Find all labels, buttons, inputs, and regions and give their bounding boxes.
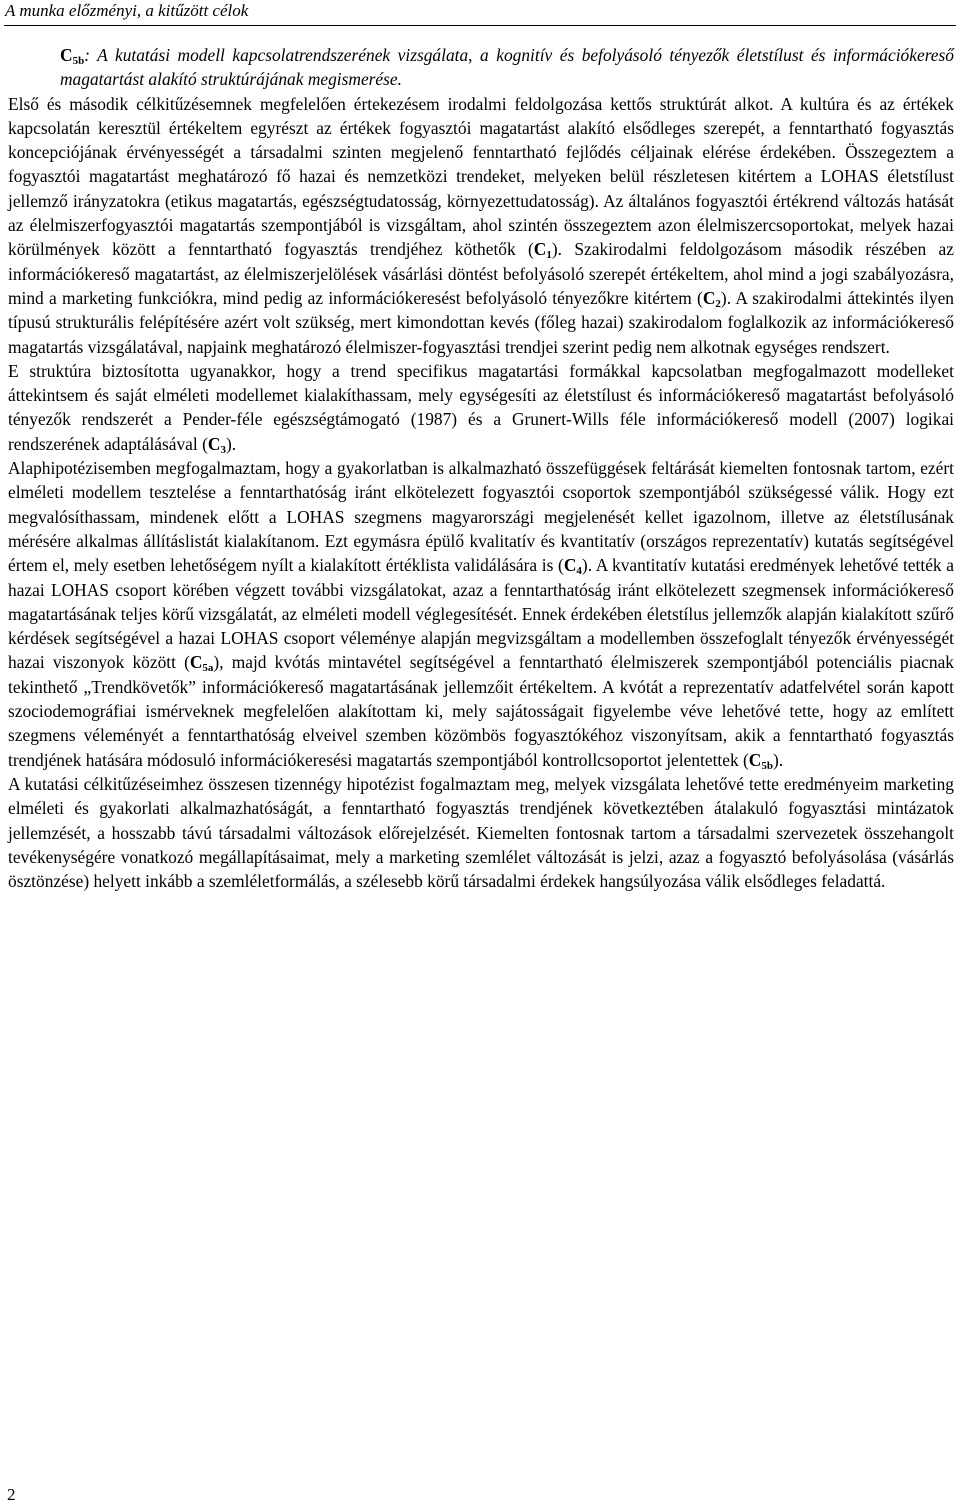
- page-number: 2: [7, 1485, 16, 1504]
- paragraph-4: A kutatási célkitűzéseimhez összesen tizennégy hipotézist fogalmaztam meg, melyek vizsgálata lehetővé tette eredményeim marketing elméleti és gyakorlati alkalmazhatóságát, a fenntartható fogyasztás trendjének következtében átalakuló fogyasztási mintázatok jellemzését, a hosszabb távú társadalmi változások előrejelzését. Kiemelten fontosnak tartom a társadalmi szervezetek összehangolt tevékenységére vonatkozó megállapításaimat, mely a marketing szemlélet változását is jelzi, azaz a fogyasztó befolyásolása (vásárlás ösztönzése) helyett inkább a szemléletformálás, a szélesebb körű társadalmi érdekek hangsúlyozása válik elsődleges feladattá.: [8, 773, 954, 892]
- objective-c5b: [8, 43, 954, 92]
- ref-c3: $C_3$: [207, 433, 226, 456]
- paragraph-2: E struktúra biztosította ugyanakkor, hogy a trend specifikus magatartási formákkal kapcsolatban megfogalmazott modelleket áttekintsem és saját elméleti modellemet kialakíthassam, mely egységesíti az életstílust és információkereső magatartást befolyásoló tényezők rendszerét a Pender-féle egészségtámogató (1987) és a Grunert-Wills féle információkereső modell (2007) logikai rendszerének adaptálásával $(C_3)$.: [8, 360, 954, 456]
- paragraph-3: Alaphipotézisemben megfogalmaztam, hogy a gyakorlatban is alkalmazható összefüggések feltárását kiemelten fontosnak tartom, ezért elméleti modellem tesztelése a fenntarthatóság iránt elkötelezett fogyasztói csoportok szempontjából szükségessé válik. Hogy ezt megvalósíthassam, mindenek előtt a LOHAS szegmens magyarországi megjelenését kellet igazolnom, illetve az életstílusának mérésére alkalmas állításlistát kialakítanom. Ezt egymásra épülő kvalitatív és kvantitatív (országos reprezentatív) kutatás segítségével értem el, mely esetben lehetőségem nyílt a kialakított értéklista validálására is $(C_4)$. A kvantitatív kutatási eredmények lehetővé tették a hazai LOHAS csoport körében végzett további vizsgálatokat, azaz a fenntarthatóság iránt elkötelezett szegmensek információkereső magatartásának teljes körű vizsgálatát, az elméleti modell véglegesítését. Ennek érdekében életstílus jellemzők alapján kialakított szűrő kérdések segítségével a hazai LOHAS csoport véleménye alapján megvizsgáltam a modellemben összefoglalt tényezők érvényességét hazai viszonyok között $(C_{5a})$, majd kvótás mintavétel segítségével a fenntartható élelmiszerek szempontjából potenciális piacnak tekinthető „Trendkövetők” információkereső magatartásának jellemzőit értékeltem. A kvótát a reprezentatív adatfelvétel során kapott szociodemográfiai ismérveknek megfelelően alakítottam ki, mely sajátosságait figyelembe véve lehetővé tette, hogy az említett szegmens véleményét a fenntarthatóság elveivel szemben közömbös fogyasztókéhoz viszonyítsam, akik a fenntartható fogyasztás trendjének hatására módosuló információkeresési magatartás szempontjából kontrollcsoportot jelentettek $(C_{5b})$.: [8, 458, 954, 772]
- ref-c5a: $C_{5a}$: [189, 652, 214, 675]
- document-body: [8, 43, 954, 893]
- ref-c5b: $C_{5b}$: [748, 749, 773, 772]
- ref-c1: $C_1$: [533, 239, 552, 262]
- ref-c2: $C_2$: [702, 287, 721, 310]
- paragraph-1: Első és második célkitűzésemnek megfelelően értekezésem irodalmi feldolgozása kettős struktúrát alkot. A kultúra és az értékek kapcsolatán keresztül értékeltem egyrészt az értékek fogyasztói magatartást alakító elsődleges szerepét, a fenntartható fogyasztás koncepciójának érvényességét a társadalmi szinten megjelenő fenntartható fejlődés céljainak elérése érdekében. Összegeztem a fogyasztói magatartást meghatározó fő hazai és nemzetközi trendeket, melyeken belül részletesen kitértem a LOHAS életstílust jellemző irányzatokra (etikus magatartás, egészségtudatosság, környezettudatosság). Az általános fogyasztói értékrend változás hatását az élelmiszerfogyasztói magatartás szempontjából is vizsgáltam, ahol szintén összegeztem azon élelmiszercsoportokat, melyek hazai körülmények között a fenntartható fogyasztás trendjéhez köthetők $(C_1)$. Szakirodalmi feldolgozásom második részében az információkereső magatartást, az élelmiszerjelölések vásárlási döntést befolyásoló szerepét értékeltem, ahol mind a jogi szabályozásra, mind a marketing funkciókra, mind pedig az információkeresést befolyásoló tényezőkre kitértem $(C_2)$. A szakirodalmi áttekintés ilyen típusú strukturális felépítésére azért volt szükség, mert kimondottan kevés (főleg hazai) szakirodalom foglalkozik az információkereső magatartás vizsgálatával, napjaink meghatározó élelmiszer-fogyasztási trendjei szerint pedig nem alkotnak egységes rendszert.: [8, 93, 954, 357]
- header-divider: [4, 25, 956, 26]
- ref-c4: $C_4$: [563, 555, 582, 578]
- running-header: A munka előzményi, a kitűzött célok: [5, 1, 249, 20]
- objective-text: : A kutatási modell kapcsolatrendszerének vizsgálata, a kognitív és befolyásoló tényezők életstílust és információkereső magatartást alakító struktúrájának megismerése.: [60, 45, 954, 90]
- objective-code: $C_{5b}$: [60, 45, 85, 67]
